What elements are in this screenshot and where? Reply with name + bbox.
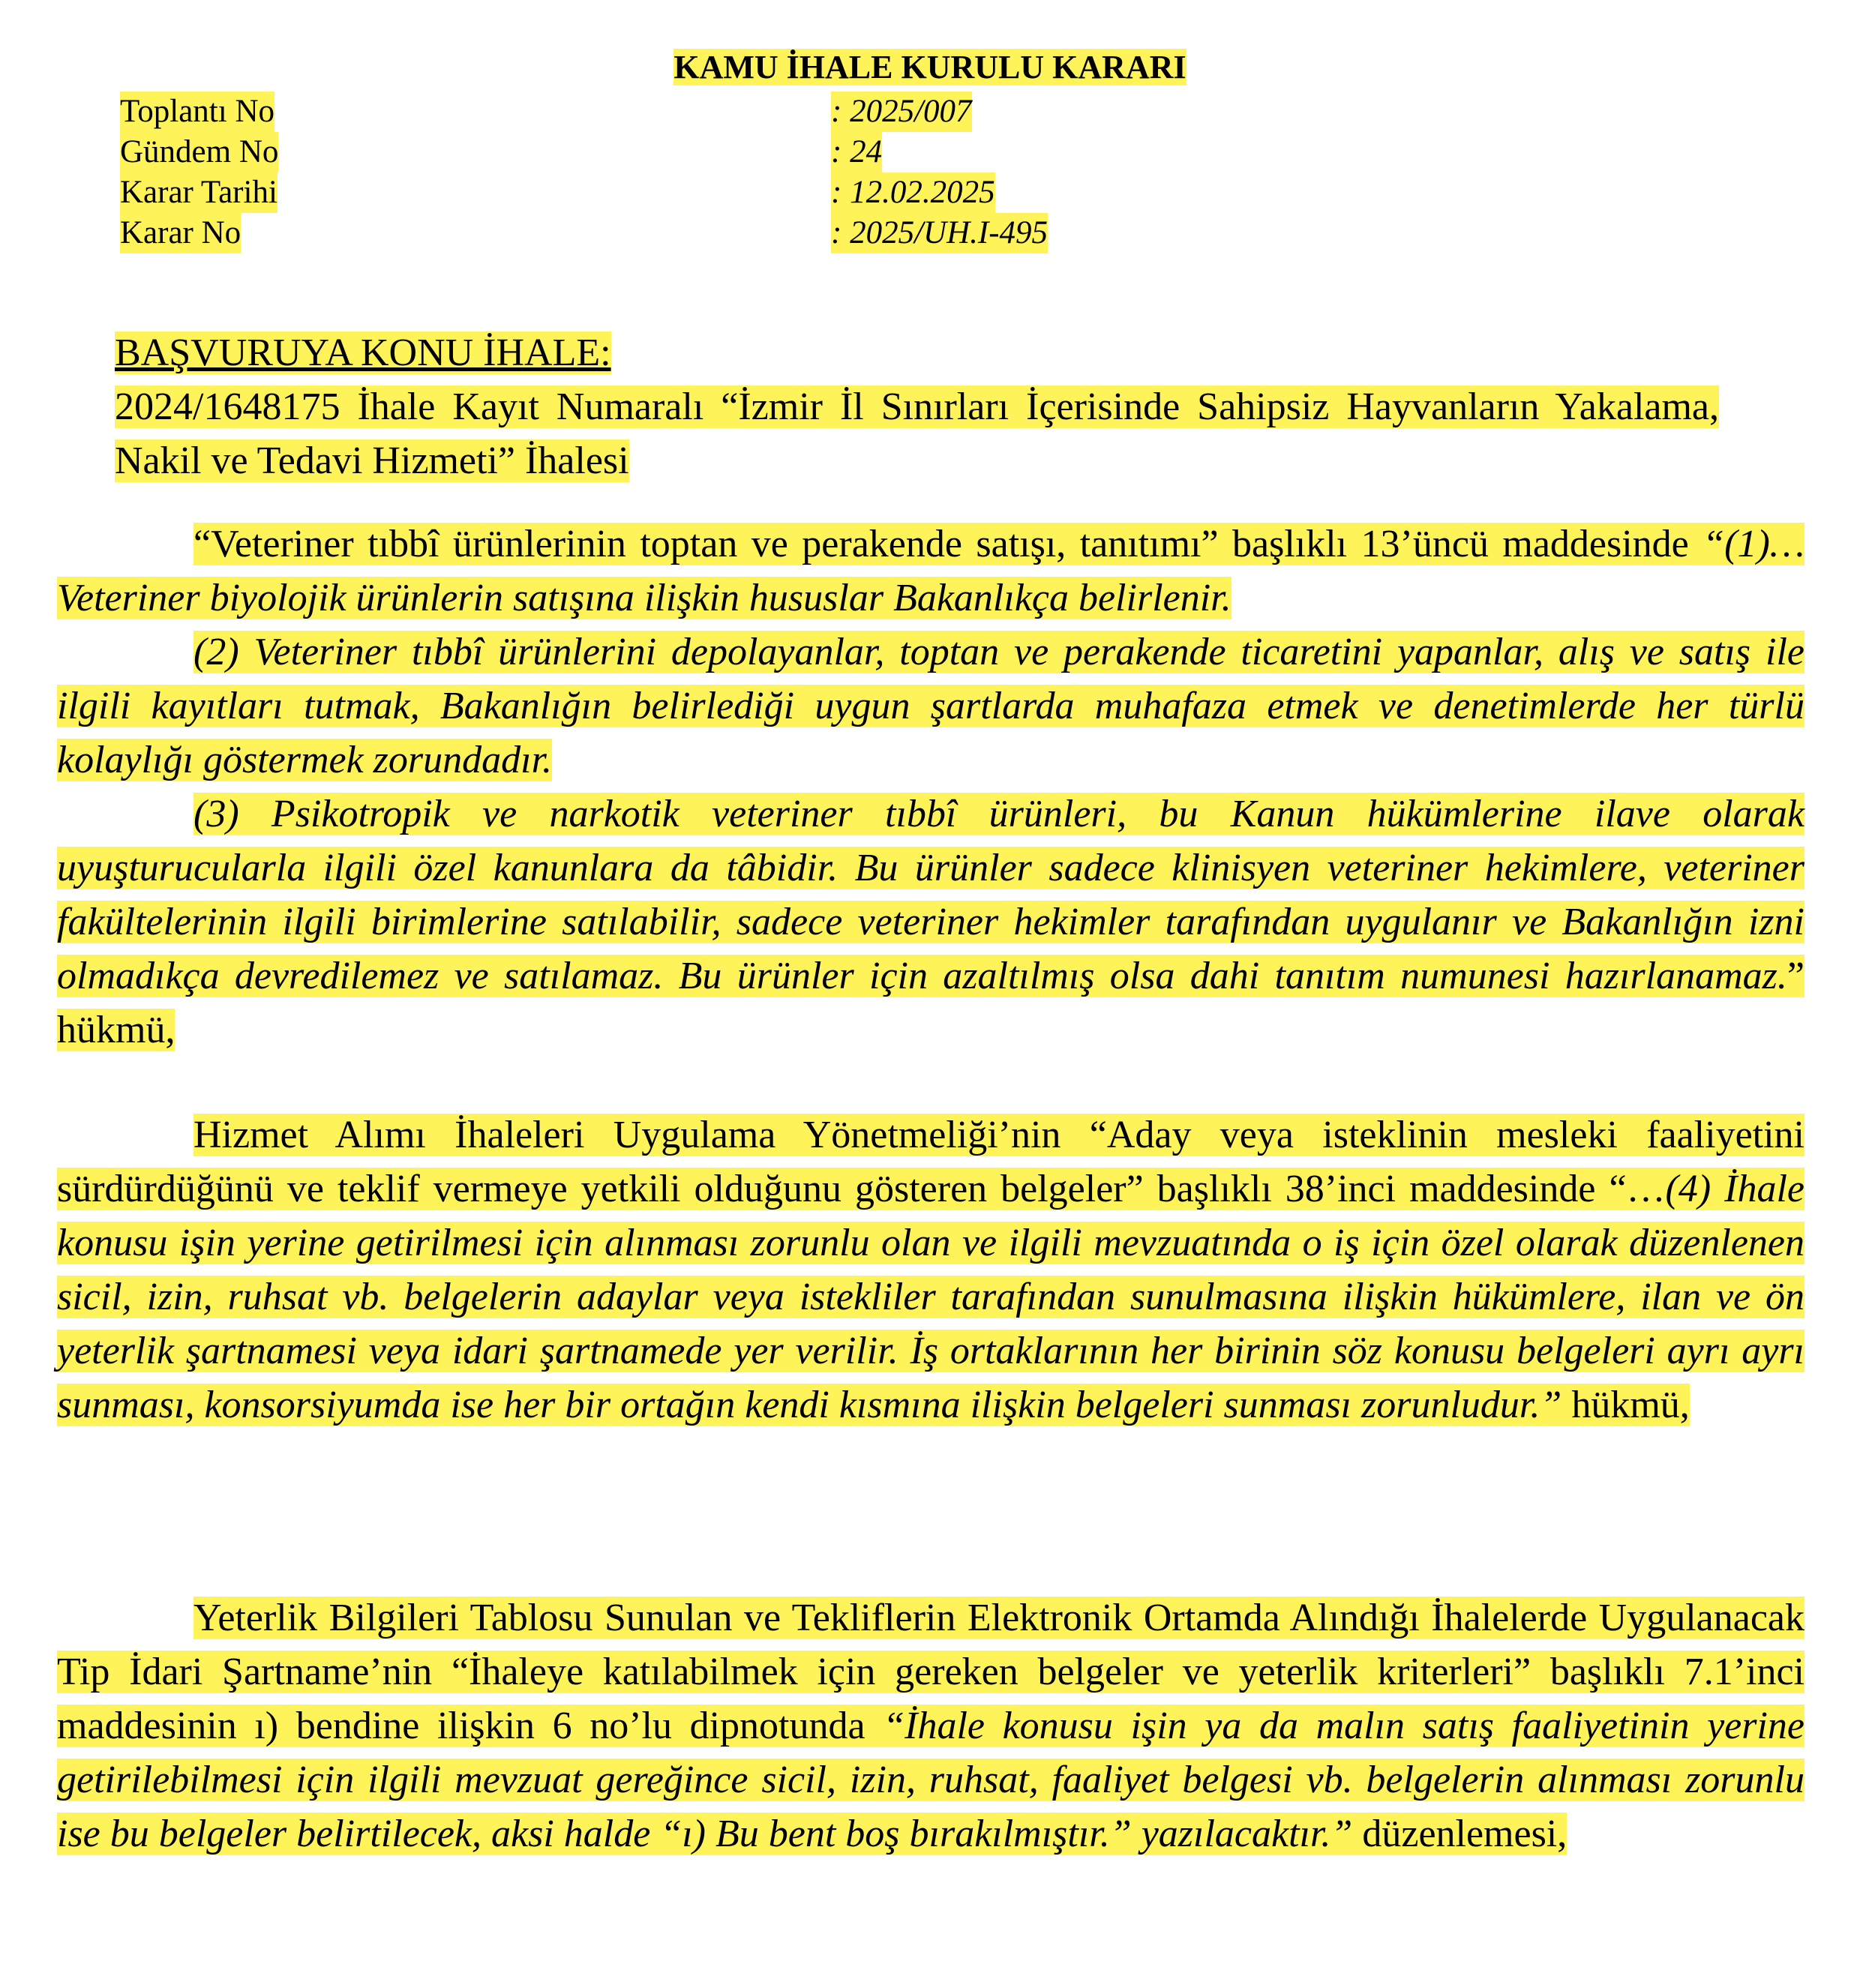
meta-label: Gündem No	[120, 132, 278, 172]
meta-value: : 12.02.2025	[831, 172, 995, 213]
meta-label: Toplantı No	[120, 91, 274, 132]
para1-intro: “Veteriner tıbbî ürünlerinin toptan ve perakende satışı, tanıtımı” başlıklı 13’üncü maddesinde	[194, 523, 1703, 565]
subject-heading: BAŞVURUYA KONU İHALE:	[115, 331, 611, 374]
para3-intro: Yeterlik Bilgileri Tablosu Sunulan ve Tekliflerin Elektronik Ortamda Alındığı İhalelerde Uygulanacak Tip İdari Şartname’nin “İhaleye katılabilmek için gereken belgeler ve yeterlik kriterleri” başlıklı 7.1’inci maddesinin ı) bendine ilişkin 6 no’lu dipnotunda	[57, 1597, 1804, 1747]
para1-item2: (2) Veteriner tıbbî ürünlerini depolayanlar, toptan ve perakende ticaretini yapanlar, alış ve satış ile ilgili kayıtları tutmak, Bakanlığın belirlediği uygun şartlarda muhafaza etmek ve denetimlerde her türlü kolaylığı göstermek zorundadır.	[57, 631, 1804, 781]
meta-value: : 24	[831, 132, 882, 172]
para3-tail: düzenlemesi,	[1352, 1813, 1568, 1855]
para3-quote: “İhale konusu işin ya da malın satış faaliyetinin yerine getirilebilmesi için ilgili mevzuat gereğince sicil, izin, ruhsat, faaliyet belgesi vb. belgelerin alınması zorunlu ise bu belgeler belirtilecek, aksi halde “ı) Bu bent boş bırakılmıştır.” yazılacaktır.”	[57, 1705, 1805, 1855]
para1-item1: “(1)…Veteriner biyolojik ürünlerin satışına ilişkin hususlar Bakanlıkça belirlenir.	[57, 523, 1804, 619]
document-title: KAMU İHALE KURULU KARARI	[674, 49, 1186, 85]
meta-label: Karar Tarihi	[120, 172, 278, 213]
para2-quote: (4) İhale konusu işin yerine getirilmesi için alınması zorunlu olan ve ilgili mevzuatında o iş için özel olarak düzenlenen sicil, izin, ruhsat vb. belgelerin adaylar veya istekliler tarafından sunulmasına ilişkin hükümlere, ilan ve ön yeterlik şartnamesi veya idari şartnamede yer verilir. İş ortaklarının her birinin söz konusu belgeleri ayrı ayrı sunması, konsorsiyumda ise her bir ortağın kendi kısmına ilişkin belgeleri sunması zorunludur.”	[57, 1168, 1805, 1426]
paragraph-tip-idari-sartname	[57, 1591, 1804, 1861]
subject-text: 2024/1648175 İhale Kayıt Numaralı “İzmir İl Sınırları İçerisinde Sahipsiz Hayvanların Yakalama, Nakil ve Tedavi Hizmeti” İhalesi	[115, 385, 1719, 482]
paragraph-hizmet-yonetmeligi	[57, 1108, 1804, 1432]
para1-item3: (3) Psikotropik ve narkotik veteriner tıbbî ürünleri, bu Kanun hükümlerine ilave olarak uyuşturucularla ilgili özel kanunlara da tâbidir. Bu ürünler sadece klinisyen veteriner hekimlere, veteriner fakültelerinin ilgili birimlerine satılabilir, sadece veteriner hekimler tarafından uygulanır ve Bakanlığın izni olmadıkça devredilemez ve satılamaz. Bu ürünler için azaltılmış olsa dahi tanıtım numunesi hazırlanamaz.	[57, 793, 1804, 997]
para2-intro: Hizmet Alımı İhaleleri Uygulama Yönetmeliği’nin “Aday veya isteklinin mesleki faaliyetini sürdürdüğünü ve teklif vermeye yetkili olduğunu gösteren belgeler” başlıklı 38’inci maddesinde “…	[57, 1114, 1804, 1210]
para1-tail: ” hükmü,	[57, 955, 1804, 1051]
meta-value: : 2025/UH.I-495	[831, 213, 1048, 253]
meta-value: : 2025/007	[831, 91, 972, 132]
subject-section	[115, 326, 1719, 488]
paragraph-veteriner-law	[57, 517, 1804, 1057]
para2-tail: hükmü,	[1562, 1384, 1690, 1426]
meta-label: Karar No	[120, 213, 241, 253]
